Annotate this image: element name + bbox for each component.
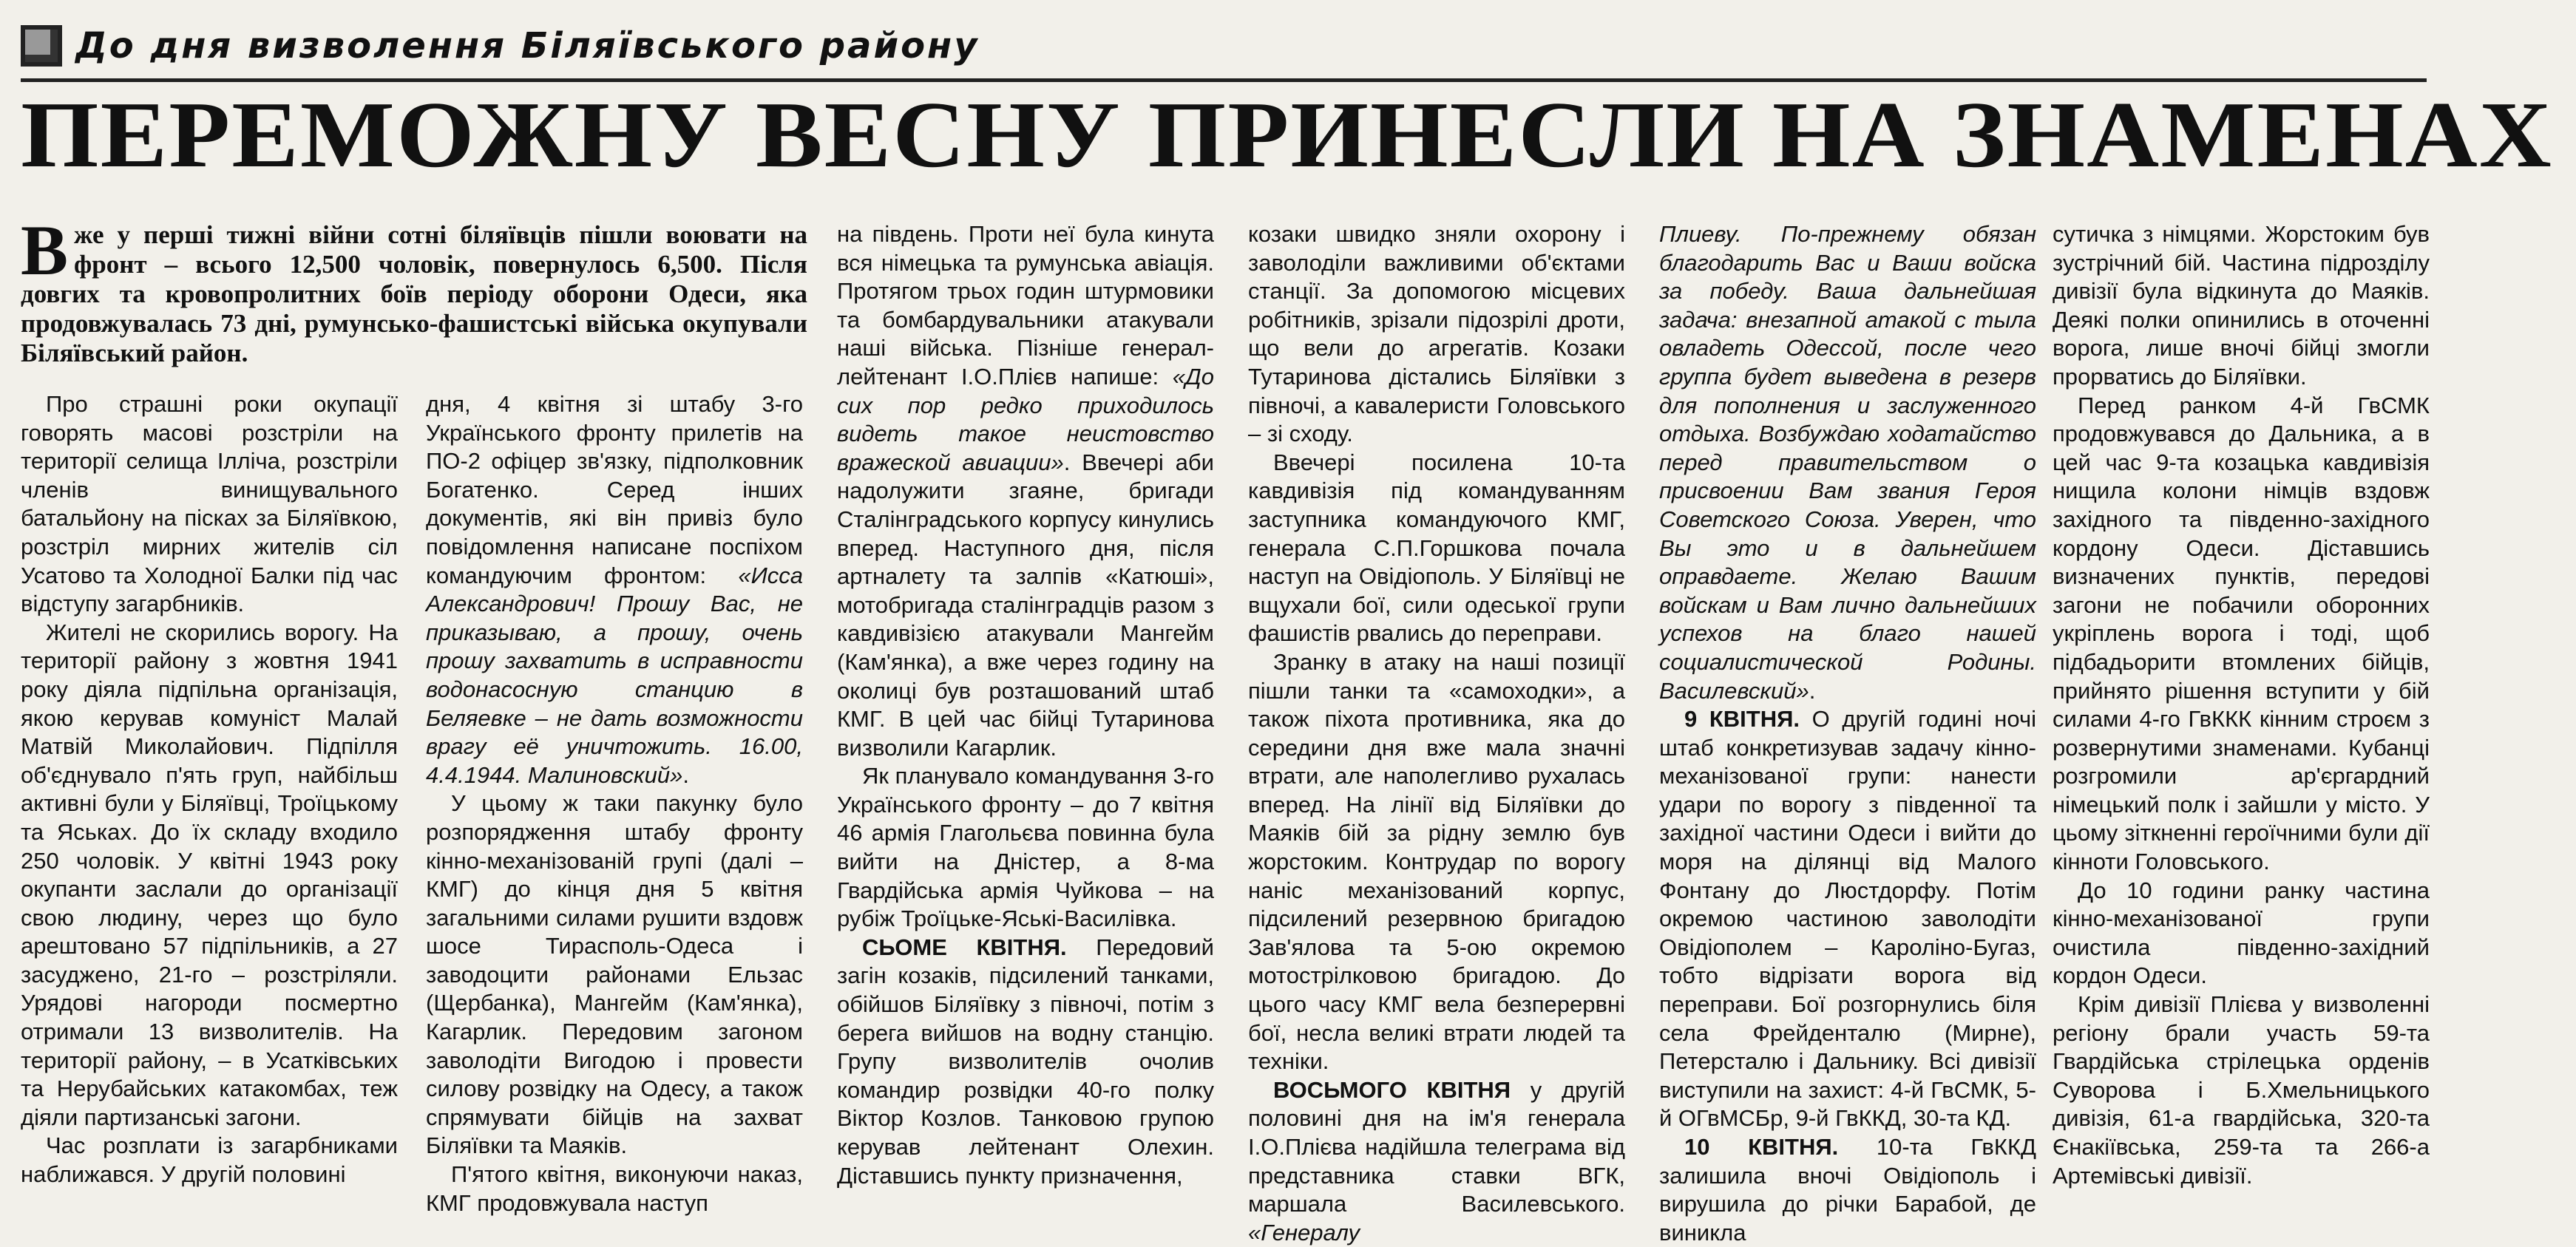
square-bullet-icon [21,25,62,67]
paragraph [1659,220,2036,705]
pliev-quote: «До сих пор редко приходилось видеть такое неистовство вражеской авиации» [837,363,1214,475]
drop-cap: В [21,211,69,290]
telegram-quote: Плиеву. По-прежнему обязан благодарить Вас и Ваши войска за победу. Ваша дальнейшая задача: внезапной атакой с тыла овладеть Одессой, после чего группа будет выведена в резерв для пополнения и заслуженного отдыха. Возбуждаю ходатайство перед правительством о присвоении Вам звания Героя Советского Союза. Уверен, что Вы это и в дальнейшем оправдаете. Желаю Вашим войскам и Вам лично дальнейших успехов на благо нашей социалистической Родины. Василевский» [1659,221,2036,704]
date-heading: ВОСЬМОГО КВІТНЯ [1273,1076,1511,1103]
paragraph: сутичка з німцями. Жорстоким був зустрічний бій. Частина підрозділу дивізії була відкинута до Маяків. Деякі полки опинились в оточенні ворога, лише вночі бійці змогли прорватись до Біляївки. [2053,221,2430,390]
paragraph-text: у другій половині дня на ім'я генерала І.О.Плієва надійшла телеграма від представника ставки ВГК, маршала Василевського. [1248,1076,1625,1217]
paragraph [426,390,803,789]
lead-paragraph [21,211,807,368]
paragraph: Ввечері посилена 10-та кавдивізія під командуванням заступника командуючого КМГ, генерала С.П.Горшкова почала наступ на Овідіополь. У Біляївці не вщухали бої, сили одеської групи фашистів рвались до переправи. [1248,449,1625,647]
paragraph: Як планувало командування 3-го Українського фронту – до 7 квітня 46 армія Глагольєва повинна була вийти на Дністер, а 8-ма Гвардійська армія Чуйкова – на рубіж Троїцьке-Яські-Василівка. [837,763,1214,932]
paragraph-text: О другій годині ночі штаб конкретизував задачу кінно-механізованої групи: нанести удари по ворогу з південної та західної частини Одеси і вийти до моря на ділянці від Малого Фонтану до Люстдорфу. Потім окремою частиною заволодіти Овідіополем – Кароліно-Бугаз, тобто відрізати ворога від переправи. Бої розгорнулись біля села Фрейденталю (Мирне), Петерсталю і Дальнику. Всі дивізії виступили на захист: 4-й ГвСМК, 5-й ОГвМСБр, 9-й ГвККД, 30-та КД. [1659,706,2037,1132]
rubric-title: До дня визволення Біляївського району [75,25,980,67]
paragraph-text: . [1809,677,1816,704]
section-rubric [21,21,980,71]
date-heading: СЬОМЕ КВІТНЯ. [862,934,1067,960]
column-4 [1248,220,1625,1246]
paragraph-text: Передовий загін козаків, підсилений танками, обійшов Біляївку з півночі, потім з берега вийшов на водну станцію. Групу визволителів очолив командир розвідки 40-го полку Віктор Козлов. Танковою групою керував лейтенант Олехин. Діставшись пункту призначення, [837,934,1214,1189]
paragraph [837,934,1214,1190]
article-headline: ПЕРЕМОЖНУ ВЕСНУ ПРИНЕСЛИ НА ЗНАМЕНАХ [21,82,2553,187]
date-heading: 9 КВІТНЯ. [1684,706,1800,733]
paragraph [1248,1076,1625,1247]
paragraph: Крім дивізії Плієва у визволенні регіону брали участь 59-та Гвардійська стрілецька орденів Суворова і Б.Хмельницького дивізія, 61-а гвардійська, 320-та Єнакіївська, 259-та та 266-а Артемівські дивізії. [2053,991,2430,1189]
paragraph: козаки швидко зняли охорону і заволоділи важливими об'єктами станції. За допомогою місцевих робітників, зрізали підозрілі дроти, що вели до агрегатів. Козаки Тутаринова дістались Біляївки з півночі, а кавалеристи Головського – зі сходу. [1248,221,1625,447]
paragraph [1659,1133,2036,1247]
paragraph: Зранку в атаку на наші позиції пішли танки та «самоходки», а також піхота противника, яка до середини дня вже мала значні втрати, але наполегливо рухалась вперед. На лінії від Біляївки до Маяків бій за рідну землю був жорстоким. Контрудар по ворогу наніс механізований корпус, підсилений резервною бригадою Зав'ялова та 5-ою окремою мотострілковою бригадою. До цього часу КМГ вела безперервні бої, несла великі втрати людей та техніки. [1248,648,1625,1075]
paragraph [1659,705,2036,1133]
paragraph [837,220,1214,762]
paragraph: У цьому ж таки пакунку було розпорядження штабу фронту кінно-механізованій групі (далі – КМГ) до кінця дня 5 квітня загальними силами рушити вздовж шосе Тирасполь-Одеса і заводоцити районами Ельзас (Щербанка), Мангейм (Кам'янка), Кагарлик. Передовим загоном заволодіти Вигодою і провести силову розвідку на Одесу, а також спрямувати бійців на захват Біляївки та Маяків. [426,790,803,1159]
column-2 [426,390,803,1216]
column-3 [837,220,1214,1189]
date-heading: 10 КВІТНЯ. [1684,1134,1839,1160]
column-6 [2053,220,2430,1189]
paragraph-text: 10-та ГвККД залишила вночі Овідіополь і вирушила до річки Барабой, де виникла [1659,1134,2037,1246]
lead-paragraph-container [21,211,807,383]
column-5 [1659,220,2037,1246]
article-body [21,211,2430,1246]
paragraph: Перед ранком 4-й ГвСМК продовжувався до Дальника, а в цей час 9-та козацька кавдивізія нищила колони німців вздовж західного та південно-західного кордону Одеси. Діставшись визначених пунктів, передові загони не побачили оборонних укріплень ворога і тоді, щоб підбадьорити втомлених бійців, прийнято рішення вступити у бій силами 4-го ГвККК кінним строєм з розвернутими знаменами. Кубанці розгромили ар'єргардний німецький полк і зайшли у місто. У цьому зіткненні героїчними були дії кінноти Головського. [2053,392,2430,875]
paragraph: Про страшні роки окупації говорять масові розстріли на території селища Ілліча, розстріли членів винищувального батальйону на пісках за Біляївкою, розстріл мирних жителів сіл Усатово та Холодної Балки під час відступу загарбників. [21,391,398,617]
paragraph: Час розплати із загарбниками наближався. У другій половині [21,1132,398,1188]
telegram-quote-start: «Генералу [1248,1219,1360,1246]
paragraph: Жителі не скорились ворогу. На території району з жовтня 1941 року діяла підпільна організація, якою керував комуніст Малай Матвій Миколайович. Підпілля об'єднувало п'ять груп, найбільш активні були у Біляївці, Троїцькому та Яськах. До їх складу входило 250 чоловік. У квітні 1943 року окупанти заслали до організації свою людину, через що було арештовано 57 підпільників, а 27 засуджено, 21-го – розстріляли. Урядові нагороди посмертно отримали 13 визволителів. На території району, – в Усатківських та Нерубайських катакомбах, теж діяли партизанські загони. [21,619,398,1130]
lead-text: же у перші тижні війни сотні біляївців пішли воювати на фронт – всього 12,500 чоловік, повернулось 6,500. Після довгих та кровопролитних боїв періоду оборони Одеси, яка продовжувалась 73 дні, румунсько-фашистські війська окупували Біляївський район. [21,220,807,367]
paragraph: До 10 години ранку частина кінно-механізованої групи очистила південно-західний кордон Одеси. [2053,877,2430,989]
malinovsky-quote: «Исса Александрович! Прошу Вас, не приказываю, а прошу, очень прошу захватить в исправности водонасосную станцию в Беляевке – не дать возможности врагу её уничтожить. 16.00, 4.4.1944. Малиновский» [426,562,803,788]
paragraph-text: дня, 4 квітня зі штабу 3-го Українського фронту прилетів на ПО-2 офіцер зв'язку, підполковник Богатенко. Серед інших документів, які він привіз було повідомлення написане поспіхом командуючим фронтом: [426,391,803,588]
paragraph: П'ятого квітня, виконуючи наказ, КМГ продовжувала наступ [426,1161,803,1216]
paragraph-text: на південь. Проти неї була кинута вся німецька та румунська авіація. Протягом трьох годин штурмовики та бомбардувальники атакували наші війська. Пізніше генерал-лейтенант І.О.Плієв напише: [837,221,1214,390]
paragraph-text: . [682,761,689,788]
column-1 [21,390,398,1188]
paragraph-text: . Ввечері аби надолужити згаяне, бригади Сталінградського корпусу кинулись вперед. Наступного дня, після артналету та залпів «Катюші», мотобригада сталінградців разом з кавдивізією атакували Мангейм (Кам'янка), а вже через годину на околиці був розташований штаб КМГ. В цей час бійці Тутаринова визволили Кагарлик. [837,449,1214,761]
